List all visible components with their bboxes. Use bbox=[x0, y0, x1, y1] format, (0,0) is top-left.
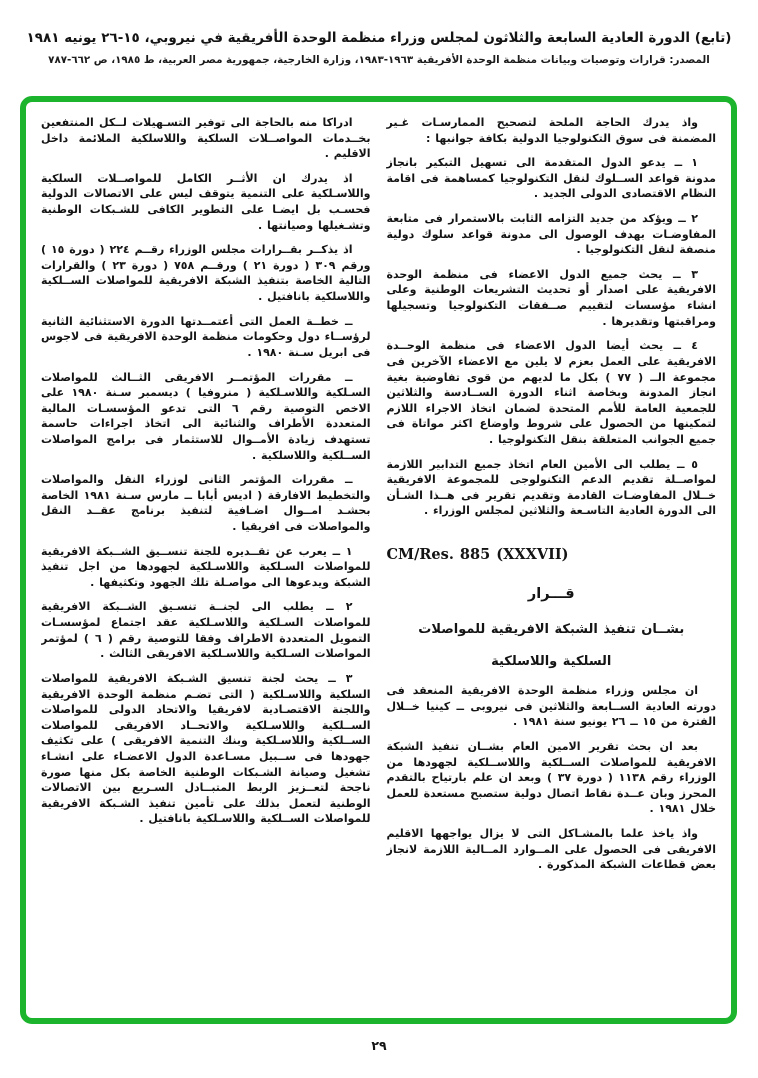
recital-full-impact: اذ يدرك ان الأثــر الكامل للمواصــلات السلكية واللاسـلكية على التنمية يتوقف ليس على الاتصالات الدولية فحسـب بل ايضـا على التطوير الكافى للشـبكات الوطنية وتشـغيلها وصيانتها . bbox=[41, 171, 371, 232]
page-number: ٢٩ bbox=[371, 1038, 387, 1053]
preamble-council: ان مجلس وزراء منظمة الوحدة الافريقية المنعقد فى دورته العادية الســابعة والثلاثين فى نيروبى ــ كينيا خــلال الفترة من ١٥ ــ ٢٦ يونيو سنة ١٩٨١ . bbox=[386, 684, 716, 729]
recital-facilities: ادراكا منه بالحاجة الى توفير التسـهيلات لــكل المنتفعين بخــدمات المواصــلات السلكية واللاسلكية الملائمة داخل الاقليم . bbox=[41, 116, 371, 161]
column-left bbox=[41, 115, 371, 1005]
two-column-layout bbox=[41, 115, 716, 1005]
clause-1-expresses-appreciation: ١ ــ يعرب عن تقــديره للجنة تنســيق الشــبكة الافريقية للمواصلات السـلكية واللاسـلكية لجهودها من اجل تنفيذ الشبكة ويدعوها الى مواصـلة تلك الجهود وتكثيفها . bbox=[41, 544, 371, 589]
resolution-reference: CM/Res. 885 (XXXVII) bbox=[386, 546, 569, 564]
page-header bbox=[0, 30, 758, 66]
preamble-report: بعد ان بحث تقرير الامين العام بشــان تنفيذ الشبكة الافريقية للمواصلات الســلكية واللاســلكية لجهودها من الوزراء رقم ١١٣٨ ( دورة ٣٧ ) وبعد ان علم بارتياح بالتقدم المحرز وبان عــدة نقاط اتصال دولية ستصبح مستعدة للعمل خلال ١٩٨١ . bbox=[386, 740, 716, 816]
content-frame bbox=[20, 96, 737, 1024]
list-item-third-conference: ــ مقررات المؤتمــر الافريقى الثــالث للمواصلات السـلكية واللاسـلكية ( منروفيا ) ديسمبر سـنة ١٩٨٠ على الاخص التوصية رقم ٦ التى تدعو المؤسسـات المالية المتعددة الأطراف والثنائية الى اتخاذ اجراءات حاسمة تستهدف زيادة الأمــوال للاستثمار فى برامج المواصلات الســلكية واللاسلكية . bbox=[41, 370, 371, 462]
clause-2-requests-committee: ٢ ــ يطلب الى لجنــة تنسـيق الشــبكة الافريقية للمواصلات السـلكية واللاسـلكية عقد اجتماع لمؤسسـات التمويل المتعددة الاطراف وفقا للتوصية رقم ( ٦ ) لمؤتمر المواصلات السـلكية واللاسـلكية الافريقى الثالث . bbox=[41, 600, 371, 661]
resolution-title-line-1: بشــان تنفيذ الشبكة الافريقية للمواصلات bbox=[418, 622, 685, 638]
session-title: (تابع) الدورة العادية السابعة والثلاثون لمجلس وزراء منظمة الوحدة الأفريقية في نيروبي، ١٥-٢٦ يونيه ١٩٨١ bbox=[26, 30, 732, 46]
recital-recalls-resolutions: اذ يذكــر بقــرارات مجلس الوزراء رقــم ٢٢٤ ( دورة ١٥ ) ورقم ٣٠٩ ( دورة ٢١ ) ورقــم ٧٥٨ ( دورة ٢٣ ) والقرارات التالية الخاصة بتنفيذ الشبكة الافريقية للمواصلات الســلكية واللاسلكية بانافتيل . bbox=[41, 243, 371, 304]
clause-5-requests-sg: ٥ ــ يطلب الى الأمين العام اتخاذ جميع التدابير اللازمة لمواصــلة تقديم الدعم التكنولوجى للمجموعة الافريقية خــلال المفاوضـات القادمة وتقديم تقرير فى هــذا الشـأن الى الدورة العادية التاسـعة والثلاثين لمجلس الوزراء . bbox=[386, 457, 716, 518]
column-right bbox=[387, 115, 717, 1005]
list-item-second-conference: ــ مقررات المؤتمر الثانى لوزراء النقل والمواصلات والتخطيط الافارقة ( اديس أبابا ــ مارس سـنة ١٩٨١ الخاصة بحشـد امــوال اضـافية لتنفيذ برنامج عقــد النقل والمواصلات فى افريقيا . bbox=[41, 473, 371, 534]
clause-2-reaffirms: ٢ ــ ويؤكد من جديد التزامه الثابت بالاستمرار فى متابعة المفاوضـات بهدف الوصول الى مدونة قواعد سلوك دولية منصفة لنقل التكنولوجيا . bbox=[386, 212, 716, 257]
clause-1-invites: ١ ــ يدعو الدول المتقدمة الى تسهيل التبكير بانجاز مدونة قواعد الســلوك لنقل التكنولوجيا كمساهمة فى اقامة النظام الاقتصادى الدولى الجديد . bbox=[386, 156, 716, 201]
source-line: المصدر: قرارات وتوصيات وبيانات منظمة الوحدة الأفريقية ١٩٦٣-١٩٨٣، وزارة الخارجية، جمهورية مصر العربية، ط ١٩٨٥، ص ٦٦٢-٧٨٧ bbox=[48, 54, 710, 66]
clause-4-also-urges: ٤ ــ يحث أيضا الدول الاعضاء فى منظمة الوحــدة الافريقية على العمل بعزم لا يلين مع الاعضاء الآخرين فى مجموعة الــ ( ٧٧ ) بكل ما لديهم من قوى تفاوضية بغية انجاز المدونة وبخاصة اثناء الدورة الســادسة والثلاثين للجمعية العامة للأمم المتحدة لضمان اتخاذ الاجراء اللازم لتمكينها من الحصول على شروط واوضاع اكثر مواتاة فى جميع الجوانب المتعلقة بنقل التكنولوجيا . bbox=[386, 339, 716, 446]
resolution-heading: قـــرار bbox=[527, 585, 575, 602]
list-item-lagos-plan: ــ خطــة العمل التى أعتمــدتها الدورة الاستثنائية الثانية لرؤســاء دول وحكومات منظمة الوحدة الافريقية فى لاجوس فى ابريل سـنة ١٩٨٠ . bbox=[41, 314, 371, 359]
clause-3-urges: ٣ ــ يحث جميع الدول الاعضاء فى منظمة الوحدة الافريقية على اصدار أو تحديث التشريعات الوطنية وعلى انشاء مؤسسات لتقييم صــفقات التكنولوجيا وتسجيلها ومراقبتها وتقديرها . bbox=[386, 267, 716, 328]
resolution-title-line-2: السلكية واللاسلكية bbox=[491, 653, 612, 669]
clause-3-urges-committee: ٣ ــ يحث لجنة تنسيق الشـبكة الافريقية للمواصلات السلكية واللاسـلكية ( التى تضـم منظمة الوحدة الافريقية واللجنة الاقتصـادية لافريقيا والاتحاد الدولى للمواصلات الســلكية واللاسـلكية والاتحــاد الافريقى للمواصلات الســلكية واللاسـلكية وبنك التنمية الافريقى ) على تكثيف جهودها فى ســبيل مسـاعدة الدول الاعضـاء على انشـاء تشغيل وصيانة الشـبكات الوطنية الخاصة بكل منها صورة ناجحة لتعــزيز الربط المتبــادل السـريع بين الاتصالات الوطنية لتعمل بذلك على تأمين تنفيذ الشـبكة الافريقية للمواصلات الســلكية واللاسـلكية بانافتيل . bbox=[41, 671, 371, 826]
recital-practices: واذ يدرك الحاجة الملحة لتصحيح الممارسـات غـير المضمنة فى سوق التكنولوجيا الدولية بكافة جوانبها : bbox=[386, 116, 716, 145]
preamble-problems: واذ ياخذ علما بالمشـاكل التى لا يزال يواجهها الاقليم الافريقى فى الحصول على المــوارد المــالية اللازمة لانجاز بعض قطاعات الشبكة المذكورة . bbox=[386, 827, 716, 872]
